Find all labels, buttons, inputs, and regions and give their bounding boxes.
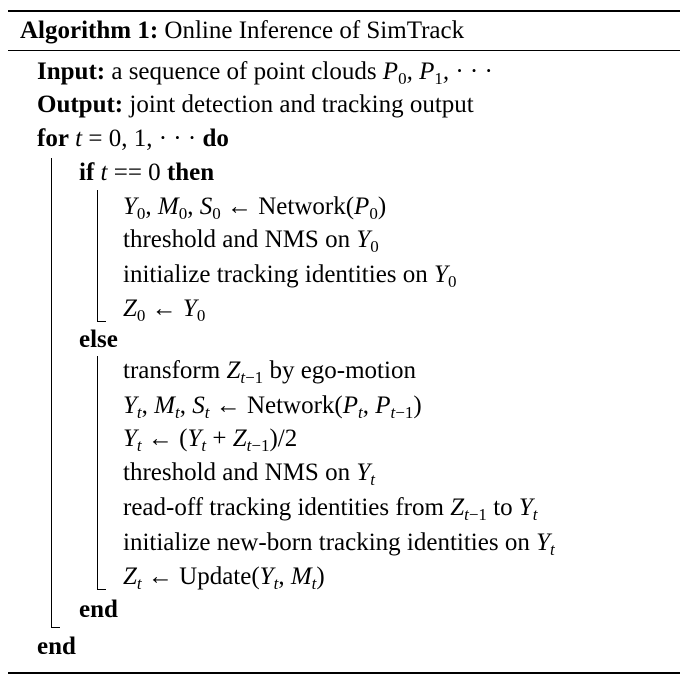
else-line-5-text-b: to xyxy=(493,494,513,521)
input-line xyxy=(37,55,493,89)
output-keyword: Output: xyxy=(37,91,124,118)
end-if-keyword: end xyxy=(79,596,118,623)
for-condition: t = 0, 1, · · · xyxy=(75,125,197,152)
else-line-4: threshold and NMS on $Y_t$ xyxy=(123,459,375,489)
algorithm-title: Online Inference of SimTrack xyxy=(164,17,465,44)
input-math: $P_0$, $P_1$, · · · xyxy=(382,58,493,88)
network-call: Network xyxy=(246,392,335,419)
then-block-bar xyxy=(97,190,98,322)
then-line-2-text: threshold and NMS on xyxy=(123,226,351,253)
else-line-1-text-b: by ego-motion xyxy=(269,357,416,384)
for-keyword: for xyxy=(37,125,69,152)
else-keyword: else xyxy=(79,326,118,353)
else-line-6: initialize new-born tracking identities on $Y_t$ xyxy=(123,529,555,559)
if-line xyxy=(79,156,214,190)
end-for-line xyxy=(37,630,76,664)
else-block-bar xyxy=(97,356,98,590)
end-if-line xyxy=(79,593,118,627)
else-line-5-text-a: read-off tracking identities from xyxy=(123,494,444,521)
then-line-4: $Z_0$ ← $Y_0$ xyxy=(123,295,206,325)
bottom-rule xyxy=(8,672,680,674)
end-for-keyword: end xyxy=(37,633,76,660)
update-call: Update xyxy=(179,563,252,590)
if-keyword: if xyxy=(79,159,95,186)
else-line-7: $Z_t$ ← $Update(Y_t$, $M_t$) xyxy=(123,563,325,593)
for-line xyxy=(37,122,229,156)
else-line-6-text: initialize new-born tracking identities on xyxy=(123,529,530,556)
else-line-1: transform $Z_{t-1}$ by ego-motion xyxy=(123,357,416,387)
then-line-3: initialize tracking identities on $Y_0$ xyxy=(123,261,457,291)
else-block-end-tick xyxy=(97,589,106,590)
else-line-1-text-a: transform xyxy=(123,357,221,384)
algorithm-label: Algorithm 1: xyxy=(20,17,159,44)
algorithm-caption xyxy=(20,14,464,48)
do-keyword: do xyxy=(202,125,229,152)
then-keyword: then xyxy=(166,159,215,186)
for-block-bar xyxy=(51,158,52,628)
then-line-3-text: initialize tracking identities on xyxy=(123,261,428,288)
then-line-1: $Y_0$, $M_0$, $S_0$ ← $Network(P_0)$ xyxy=(123,193,387,223)
header-rule xyxy=(8,50,680,51)
then-line-2: threshold and NMS on $Y_0$ xyxy=(123,226,379,256)
else-line-5: read-off tracking identities from $Z_{t-1}$ to $Y_t$ xyxy=(123,494,538,524)
if-condition: t == 0 xyxy=(100,159,161,186)
else-line-3: $Y_t$ ← $(Y_t + Z_{t-1})/2$ xyxy=(123,425,298,455)
top-rule xyxy=(8,10,680,12)
input-keyword: Input: xyxy=(37,58,106,85)
for-block-end-tick xyxy=(51,627,60,628)
else-line-4-text: threshold and NMS on xyxy=(123,459,351,486)
else-line xyxy=(79,323,118,357)
input-text: a sequence of point clouds xyxy=(111,58,377,85)
else-line-2: $Y_t$, $M_t$, $S_t$ ← $Network(P_t$, $P_{t-1}$) xyxy=(123,392,422,422)
output-line xyxy=(37,88,474,122)
output-text: joint detection and tracking output xyxy=(129,91,474,118)
